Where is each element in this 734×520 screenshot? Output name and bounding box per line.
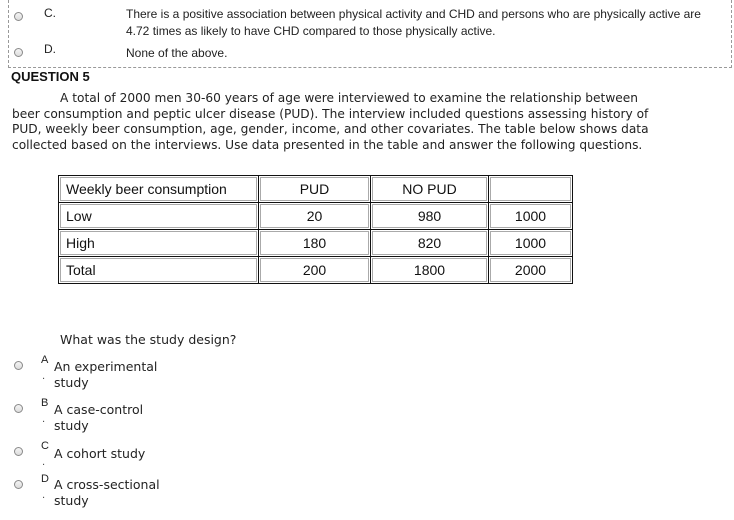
option-text-line1: An experimental xyxy=(54,359,158,374)
radio-button[interactable] xyxy=(14,447,23,456)
table-cell: High xyxy=(59,230,259,257)
table-cell: 820 xyxy=(371,230,489,257)
option-letter: C xyxy=(41,440,49,452)
radio-button[interactable] xyxy=(14,480,23,489)
table-cell: 1800 xyxy=(371,257,489,284)
option-letter: B xyxy=(41,397,49,409)
sub-question: What was the study design? xyxy=(60,332,237,347)
table-cell: 1000 xyxy=(489,203,573,230)
option-text-line2: study xyxy=(54,418,89,433)
table-cell: 1000 xyxy=(489,230,573,257)
option-text-line2: study xyxy=(54,493,89,508)
option-letter: C. xyxy=(44,6,56,20)
table-row xyxy=(59,203,573,230)
radio-button[interactable] xyxy=(14,361,23,370)
option-text-line2: study xyxy=(54,375,89,390)
table-cell: 20 xyxy=(259,203,371,230)
table-header-cell: PUD xyxy=(259,176,371,203)
option-text-line1: A case-control xyxy=(54,402,144,417)
table-cell: Total xyxy=(59,257,259,284)
table-cell: 980 xyxy=(371,203,489,230)
table-cell: 180 xyxy=(259,230,371,257)
table-row xyxy=(59,257,573,284)
question-text xyxy=(12,91,652,153)
option-text-line1: A cohort study xyxy=(54,446,146,461)
table-cell: 200 xyxy=(259,257,371,284)
radio-button[interactable] xyxy=(14,48,23,57)
option-bullet: · xyxy=(42,460,46,471)
table-header-cell: Weekly beer consumption xyxy=(59,176,259,203)
data-table xyxy=(58,175,573,284)
option-bullet: · xyxy=(42,493,46,504)
option-text: There is a positive association between physical activity and CHD and persons who are physically active are 4.72 times as likely to have CHD compared to those physically active. xyxy=(126,7,701,38)
option-letter: D. xyxy=(44,42,56,56)
option-letter: A xyxy=(41,354,49,366)
question-body: A total of 2000 men 30-60 years of age were interviewed to examine the relationship between beer consumption and peptic ulcer disease (PUD). The interview included questions assessing history of PUD, weekly beer consumption, age, gender, income, and other covariates. The table below shows data collected based on the interviews. Use data presented in the table and answer the following questions. xyxy=(12,91,649,152)
table-header-cell xyxy=(489,176,573,203)
table-header-row xyxy=(59,176,573,203)
radio-button[interactable] xyxy=(14,12,23,21)
table-row xyxy=(59,230,573,257)
table-header-cell: NO PUD xyxy=(371,176,489,203)
option-letter: D xyxy=(41,473,49,485)
table-cell: 2000 xyxy=(489,257,573,284)
radio-button[interactable] xyxy=(14,404,23,413)
table-cell: Low xyxy=(59,203,259,230)
option-bullet: · xyxy=(42,417,46,428)
question-title: QUESTION 5 xyxy=(11,69,90,84)
option-text-line1: A cross-sectional xyxy=(54,477,160,492)
option-text: None of the above. xyxy=(126,46,228,60)
option-bullet: · xyxy=(42,374,46,385)
